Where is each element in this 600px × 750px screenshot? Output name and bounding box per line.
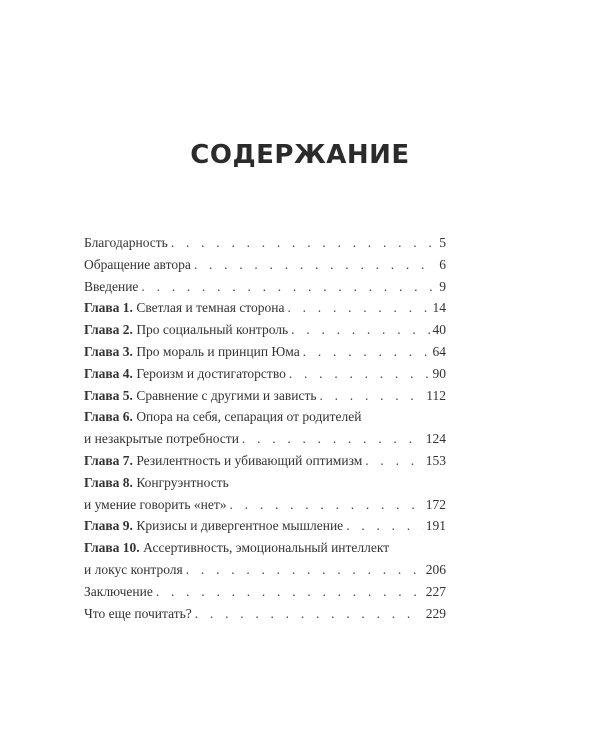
page-number: 40 <box>432 322 446 338</box>
entry-title: Сравнение с другими и зависть <box>136 387 317 403</box>
toc-entry[interactable] <box>84 515 446 537</box>
page-number: 90 <box>432 365 446 381</box>
toc-entry-line <box>84 537 446 559</box>
entry-title: Опора на себя, сепарация от родителей <box>136 409 362 425</box>
entry-title: Что еще почитать? <box>84 605 192 621</box>
chapter-label: Глава 8. <box>84 474 133 490</box>
toc-entry-line <box>84 559 446 581</box>
page-number: 9 <box>439 278 446 294</box>
dot-leader <box>195 603 423 625</box>
toc-entry-line <box>84 385 446 407</box>
toc-entry-line <box>84 319 446 341</box>
chapter-label: Глава 2. <box>84 322 133 338</box>
toc-entry-line <box>84 450 446 472</box>
toc-entry-text <box>84 254 191 276</box>
toc-entry-text <box>84 515 343 537</box>
toc-entry-text <box>84 494 227 516</box>
toc-entry-line <box>84 428 446 450</box>
toc-entry[interactable] <box>84 385 446 407</box>
page-number: 227 <box>425 583 446 599</box>
toc-entry-line <box>84 581 446 603</box>
toc-entry-line <box>84 232 446 254</box>
entry-title: Ассертивность, эмоциональный интеллект <box>143 540 390 556</box>
toc-entry-text <box>84 409 361 424</box>
dot-leader <box>365 450 422 472</box>
page-title: СОДЕРЖАНИЕ <box>190 140 410 170</box>
dot-leader <box>288 297 430 319</box>
toc-entry-text <box>84 603 192 625</box>
dot-leader <box>171 232 436 254</box>
dot-leader <box>291 319 429 341</box>
page-number: 191 <box>425 518 446 534</box>
toc-entry-line <box>84 363 446 385</box>
page-number: 112 <box>426 387 446 403</box>
toc-entry[interactable] <box>84 406 446 450</box>
toc-entry-text <box>84 341 300 363</box>
toc-entry-text <box>84 581 153 603</box>
entry-title: Заключение <box>84 583 153 599</box>
entry-title: Введение <box>84 278 139 294</box>
entry-title: Благодарность <box>84 235 168 250</box>
entry-title: Про мораль и принцип Юма <box>136 343 300 359</box>
page-number: 64 <box>432 343 446 359</box>
toc-entry-text <box>84 319 288 341</box>
chapter-label: Глава 6. <box>84 409 133 425</box>
toc-entry-line <box>84 472 446 494</box>
toc-entry[interactable] <box>84 537 446 581</box>
page-number: 229 <box>425 605 446 621</box>
toc-entry[interactable] <box>84 319 446 341</box>
chapter-label: Глава 10. <box>84 540 140 556</box>
dot-leader <box>320 385 424 407</box>
dot-leader <box>346 515 423 537</box>
chapter-label: Глава 1. <box>84 300 133 316</box>
page-number: 172 <box>425 496 446 512</box>
entry-title: и умение говорить «нет» <box>84 496 227 512</box>
toc-entry-text <box>84 276 138 298</box>
toc-entry-line <box>84 254 446 276</box>
toc-entry[interactable] <box>84 297 446 319</box>
toc-entry[interactable] <box>84 254 446 276</box>
entry-title: Светлая и темная сторона <box>136 300 285 316</box>
toc-entry-line <box>84 341 446 363</box>
dot-leader <box>230 494 423 516</box>
toc-entry-text <box>84 475 229 490</box>
entry-title: Про социальный контроль <box>136 322 289 338</box>
dot-leader <box>303 341 430 363</box>
dot-leader <box>289 363 430 385</box>
toc-entry-line <box>84 276 446 298</box>
entry-title: Конгруэнтность <box>136 474 229 490</box>
entry-title: Резилентность и убивающий оптимизм <box>136 452 363 468</box>
toc-entry[interactable] <box>84 276 446 298</box>
chapter-label: Глава 3. <box>84 343 133 359</box>
dot-leader <box>194 254 436 276</box>
toc-entry-line <box>84 297 446 319</box>
chapter-label: Глава 9. <box>84 518 133 534</box>
dot-leader <box>186 559 423 581</box>
toc-entry[interactable] <box>84 603 446 625</box>
chapter-label: Глава 7. <box>84 452 133 468</box>
toc-entry-text <box>84 450 362 472</box>
chapter-label: Глава 4. <box>84 365 133 381</box>
entry-title: Кризисы и дивергентное мышление <box>136 518 344 534</box>
toc-entry[interactable] <box>84 581 446 603</box>
toc-entry-text <box>84 428 239 450</box>
toc-entry-text <box>84 297 285 319</box>
entry-title: и локус контроля <box>84 561 183 577</box>
toc-entry-line <box>84 494 446 516</box>
chapter-label: Глава 5. <box>84 387 133 403</box>
toc-entry[interactable] <box>84 472 446 516</box>
toc-entry[interactable] <box>84 232 446 254</box>
toc-entry-text <box>84 559 183 581</box>
page-number: 124 <box>425 431 446 447</box>
page-number: 206 <box>425 561 446 577</box>
page-number: 14 <box>432 300 446 316</box>
toc-entry[interactable] <box>84 363 446 385</box>
toc-entry-text <box>84 232 168 254</box>
toc-entry[interactable] <box>84 450 446 472</box>
entry-title: и незакрытые потребности <box>84 431 239 447</box>
dot-leader <box>242 428 423 450</box>
table-of-contents <box>84 232 446 624</box>
entry-title: Обращение автора <box>84 256 191 272</box>
toc-entry-line <box>84 406 446 428</box>
toc-entry[interactable] <box>84 341 446 363</box>
toc-entry-text <box>84 540 389 555</box>
page-number: 153 <box>425 452 446 468</box>
page-number: 5 <box>439 235 446 250</box>
toc-entry-text <box>84 385 317 407</box>
page-number: 6 <box>439 256 446 272</box>
dot-leader <box>141 276 436 298</box>
entry-title: Героизм и достигаторство <box>136 365 286 381</box>
toc-entry-line <box>84 603 446 625</box>
toc-entry-line <box>84 515 446 537</box>
dot-leader <box>156 581 423 603</box>
toc-entry-text <box>84 363 286 385</box>
